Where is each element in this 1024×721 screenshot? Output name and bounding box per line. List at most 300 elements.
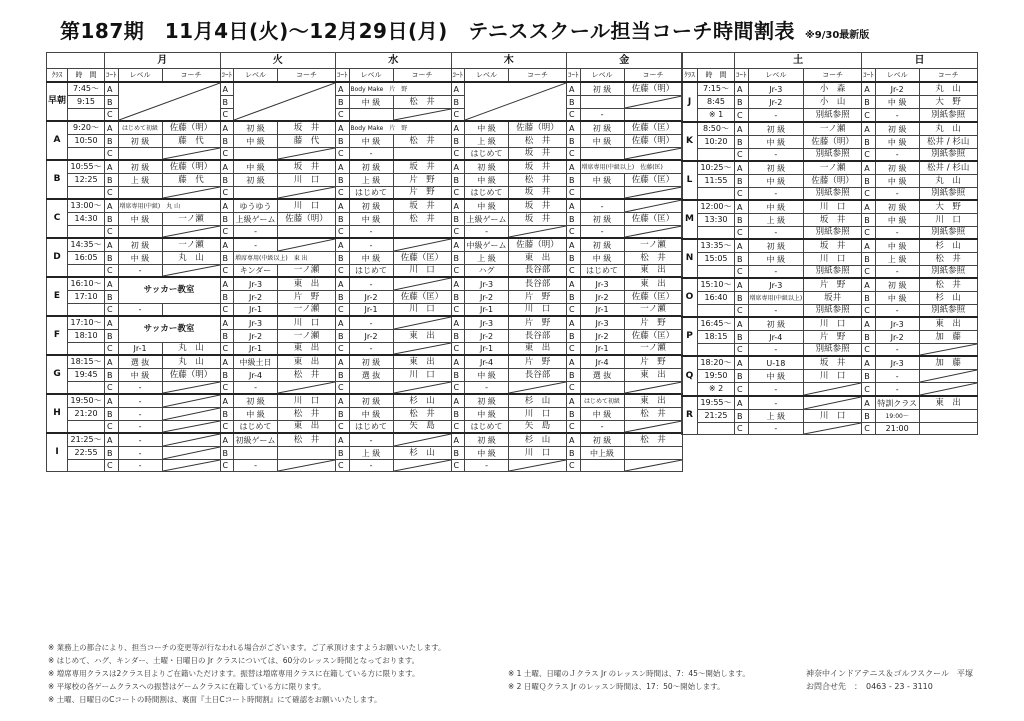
- level-cell: はじめて: [349, 187, 393, 200]
- level-cell: 中 級: [748, 136, 804, 149]
- coach-cell: [624, 226, 682, 239]
- coach-cell: 東 出: [278, 277, 336, 291]
- court-letter: B: [735, 331, 749, 344]
- level-cell: 選 抜: [118, 355, 162, 369]
- empty-slot: [118, 82, 220, 121]
- time-start: 7:45〜: [68, 82, 105, 96]
- class-label: A: [47, 121, 68, 160]
- coach-cell: 丸 山: [919, 175, 977, 188]
- court-letter: A: [336, 433, 350, 447]
- level-cell: [580, 148, 624, 161]
- coach-cell: [162, 408, 220, 421]
- court-letter: A: [220, 199, 234, 213]
- level-cell: -: [349, 460, 393, 472]
- level-cell: Jr-2: [875, 331, 919, 344]
- time-start: 19:50〜: [68, 394, 105, 408]
- day-header: 日: [862, 53, 978, 69]
- level-cell: Jr-3: [748, 278, 804, 292]
- level-cell: 中 級: [465, 369, 509, 382]
- time-end: 21:25: [698, 410, 735, 423]
- court-letter: B: [336, 369, 350, 382]
- coach-cell: 川 口: [509, 447, 567, 460]
- time-header: 時 間: [68, 69, 105, 83]
- court-letter: A: [336, 82, 350, 96]
- time-end: 15:05: [698, 253, 735, 266]
- court-letter: C: [735, 344, 749, 357]
- coach-cell: 松 井: [624, 408, 682, 421]
- coach-cell: 東 出: [919, 396, 977, 410]
- court-letter: B: [220, 135, 234, 148]
- level-cell: Jr-3: [580, 316, 624, 330]
- court-letter: A: [567, 316, 581, 330]
- court-header: ｺｰﾄ: [567, 69, 581, 83]
- coach-cell: 杉 山: [919, 292, 977, 305]
- court-letter: B: [451, 135, 465, 148]
- time-note: [698, 227, 735, 240]
- empty-slot-slash: [163, 187, 220, 198]
- court-letter: B: [105, 96, 119, 109]
- footnotes-weekend: [508, 667, 750, 693]
- time-end: 9:15: [68, 96, 105, 109]
- time-note: [698, 149, 735, 162]
- court-letter: B: [451, 213, 465, 226]
- court-letter: C: [220, 460, 234, 472]
- court-letter: B: [735, 214, 749, 227]
- court-letter: A: [220, 121, 234, 135]
- empty-slot-slash: [163, 226, 220, 237]
- empty-slot-slash: [920, 370, 977, 382]
- level-cell: -: [748, 188, 804, 201]
- time-note: [698, 188, 735, 201]
- level-cell: 中 級: [875, 136, 919, 149]
- coach-cell: 東 出: [624, 369, 682, 382]
- coach-cell: 丸 山: [162, 252, 220, 265]
- level-cell: 初 級: [465, 160, 509, 174]
- coach-cell: 長谷部: [509, 330, 567, 343]
- court-letter: C: [567, 109, 581, 122]
- time-end: 22:55: [68, 447, 105, 460]
- court-letter: B: [451, 96, 465, 109]
- court-letter: A: [336, 316, 350, 330]
- court-letter: C: [567, 148, 581, 161]
- coach-cell: 佐藤（明）: [509, 238, 567, 252]
- time-note: [698, 344, 735, 357]
- time-start: 9:20〜: [68, 121, 105, 135]
- coach-cell: [919, 423, 977, 435]
- court-letter: B: [451, 291, 465, 304]
- court-letter: A: [451, 355, 465, 369]
- time-note: [698, 423, 735, 435]
- level-cell: Jr-1: [349, 304, 393, 317]
- coach-cell: 松 井: [393, 408, 451, 421]
- level-cell: 上 級: [349, 174, 393, 187]
- level-header: レベル: [875, 69, 919, 83]
- coach-cell: 藤 代: [162, 135, 220, 148]
- time-blank: [68, 265, 105, 278]
- level-cell: Jr-3: [875, 317, 919, 331]
- court-letter: A: [336, 199, 350, 213]
- empty-slot-slash: [278, 187, 335, 198]
- coach-cell: 川 口: [278, 316, 336, 330]
- level-cell: 21:00: [875, 423, 919, 435]
- coach-cell: 松 井: [393, 213, 451, 226]
- coach-cell: 別紙参照: [804, 266, 862, 279]
- coach-cell: 一ノ瀬: [624, 238, 682, 252]
- empty-slot-slash: [163, 408, 220, 420]
- level-cell: -: [748, 383, 804, 397]
- court-letter: B: [220, 252, 234, 265]
- court-letter: B: [735, 96, 749, 109]
- court-letter: B: [567, 252, 581, 265]
- coach-cell: 片 野: [393, 187, 451, 200]
- coach-cell: [624, 447, 682, 460]
- coach-cell: 別紙参照: [919, 266, 977, 279]
- court-letter: B: [105, 213, 119, 226]
- coach-cell: [393, 238, 451, 252]
- coach-cell: 杉 山: [509, 433, 567, 447]
- level-cell: 中 級: [875, 239, 919, 253]
- coach-cell: [278, 148, 336, 161]
- coach-cell: 松 井: [278, 433, 336, 447]
- class-label: M: [682, 200, 698, 239]
- level-cell: -: [118, 394, 162, 408]
- time-start: 15:10〜: [698, 278, 735, 292]
- court-letter: B: [220, 330, 234, 343]
- court-letter: A: [451, 199, 465, 213]
- coach-cell: 川 口: [393, 265, 451, 278]
- court-letter: C: [105, 382, 119, 395]
- coach-cell: 東 出: [278, 343, 336, 356]
- level-cell: 初 級: [580, 213, 624, 226]
- level-cell: 初 級: [118, 160, 162, 174]
- time-start: 18:15〜: [68, 355, 105, 369]
- court-letter: A: [105, 160, 119, 174]
- level-cell: -: [465, 382, 509, 395]
- empty-slot-slash: [234, 83, 335, 120]
- level-cell: 増席専用(中級以上) 佐藤(匡): [580, 160, 682, 174]
- empty-slot-slash: [625, 148, 682, 159]
- court-letter: A: [451, 121, 465, 135]
- level-cell: 初 級: [118, 238, 162, 252]
- court-letter: C: [862, 383, 876, 397]
- coach-cell: [624, 187, 682, 200]
- court-letter: A: [220, 277, 234, 291]
- coach-cell: [162, 148, 220, 161]
- court-letter: A: [220, 433, 234, 447]
- level-cell: 中 級: [234, 160, 278, 174]
- level-cell: Jr-1: [234, 304, 278, 317]
- court-letter: C: [105, 109, 119, 122]
- court-letter: C: [735, 383, 749, 397]
- time-note: ※ 2: [698, 383, 735, 397]
- court-letter: A: [735, 161, 749, 175]
- class-label: I: [47, 433, 68, 472]
- time-blank: [68, 343, 105, 356]
- time-header: 時 間: [698, 69, 735, 83]
- level-cell: -: [580, 226, 624, 239]
- coach-cell: 別紙参照: [804, 149, 862, 162]
- court-letter: A: [567, 355, 581, 369]
- court-letter: B: [567, 174, 581, 187]
- time-start: 13:35〜: [698, 239, 735, 253]
- court-letter: C: [220, 421, 234, 434]
- level-cell: 増席専用(中級) 丸 山: [118, 199, 220, 213]
- level-cell: U-18: [748, 356, 804, 370]
- empty-slot-slash: [625, 96, 682, 108]
- level-cell: -: [875, 383, 919, 397]
- level-cell: 中 級: [875, 214, 919, 227]
- level-cell: 中 級: [118, 213, 162, 226]
- footnotes: [48, 641, 445, 706]
- coach-cell: 佐藤（匡）: [393, 291, 451, 304]
- empty-slot-slash: [119, 83, 220, 120]
- court-letter: B: [451, 252, 465, 265]
- time-start: 16:45〜: [698, 317, 735, 331]
- coach-cell: 坂 井: [509, 187, 567, 200]
- coach-cell: [162, 187, 220, 200]
- time-blank: [68, 109, 105, 122]
- level-cell: [118, 226, 162, 239]
- court-letter: A: [862, 396, 876, 410]
- coach-cell: 一ノ瀬: [162, 213, 220, 226]
- level-cell: -: [118, 433, 162, 447]
- level-cell: 中 級: [748, 200, 804, 214]
- court-letter: A: [105, 199, 119, 213]
- time-start: 21:25〜: [68, 433, 105, 447]
- court-letter: C: [862, 266, 876, 279]
- coach-cell: 一ノ瀬: [278, 265, 336, 278]
- level-cell: はじめて: [580, 265, 624, 278]
- court-letter: C: [735, 266, 749, 279]
- coach-cell: 川 口: [509, 408, 567, 421]
- empty-slot-slash: [394, 317, 451, 329]
- court-letter: A: [567, 238, 581, 252]
- court-header: ｺｰﾄ: [735, 69, 749, 83]
- level-cell: 初 級: [349, 355, 393, 369]
- coach-cell: [393, 460, 451, 472]
- level-cell: 中 級: [875, 292, 919, 305]
- court-letter: B: [220, 96, 234, 109]
- level-cell: 中 級: [118, 252, 162, 265]
- title-text: 第187期 11月4日(火)〜12月29日(月) テニススクール担当コーチ時間割表: [60, 19, 796, 43]
- coach-cell: 佐藤（明）: [624, 82, 682, 96]
- time-blank: [68, 148, 105, 161]
- court-letter: A: [735, 278, 749, 292]
- court-letter: A: [336, 160, 350, 174]
- court-letter: B: [336, 291, 350, 304]
- court-letter: A: [567, 277, 581, 291]
- coach-cell: [804, 383, 862, 397]
- coach-cell: 川 口: [804, 410, 862, 423]
- level-cell: [580, 187, 624, 200]
- coach-cell: 一ノ瀬: [278, 330, 336, 343]
- court-letter: C: [336, 265, 350, 278]
- level-cell: [118, 148, 162, 161]
- court-letter: A: [862, 356, 876, 370]
- coach-cell: 片 野: [509, 291, 567, 304]
- empty-slot-slash: [394, 109, 451, 120]
- coach-cell: [509, 460, 567, 472]
- level-cell: 中 級: [118, 369, 162, 382]
- empty-slot-slash: [625, 382, 682, 393]
- class-label: E: [47, 277, 68, 316]
- coach-cell: 一ノ瀬: [624, 304, 682, 317]
- coach-cell: 東 出: [393, 355, 451, 369]
- coach-cell: 川 口: [509, 304, 567, 317]
- level-cell: 初 級: [580, 433, 624, 447]
- empty-slot-slash: [625, 200, 682, 212]
- time-start: 7:15〜: [698, 82, 735, 96]
- coach-header: コーチ: [393, 69, 451, 83]
- court-letter: A: [862, 161, 876, 175]
- court-letter: A: [105, 394, 119, 408]
- level-cell: [234, 447, 278, 460]
- time-blank: [68, 226, 105, 239]
- coach-cell: 東 出: [624, 265, 682, 278]
- level-cell: -: [349, 433, 393, 447]
- level-cell: -: [465, 226, 509, 239]
- coach-cell: [393, 433, 451, 447]
- level-cell: Jr-3: [234, 277, 278, 291]
- court-letter: A: [220, 394, 234, 408]
- level-cell: 中 級: [349, 213, 393, 226]
- level-cell: -: [748, 109, 804, 123]
- level-cell: [349, 109, 393, 122]
- level-cell: Jr-3: [580, 277, 624, 291]
- coach-cell: 長谷部: [509, 265, 567, 278]
- court-header: ｺｰﾄ: [220, 69, 234, 83]
- coach-header: コーチ: [804, 69, 862, 83]
- coach-cell: 丸 山: [919, 122, 977, 136]
- coach-cell: 川 口: [804, 370, 862, 383]
- court-letter: C: [567, 187, 581, 200]
- court-letter: A: [105, 277, 119, 291]
- court-letter: B: [862, 331, 876, 344]
- court-letter: C: [862, 149, 876, 162]
- level-cell: 19:00〜: [875, 410, 919, 423]
- court-letter: A: [220, 316, 234, 330]
- time-blank: [68, 421, 105, 434]
- time-start: 13:00〜: [68, 199, 105, 213]
- level-cell: 上級ゲーム: [235, 214, 276, 224]
- court-letter: C: [862, 423, 876, 435]
- level-cell: -: [349, 148, 393, 161]
- coach-cell: 別紙参照: [919, 188, 977, 201]
- court-letter: B: [336, 213, 350, 226]
- court-letter: B: [567, 96, 581, 109]
- level-cell: 初 級: [875, 278, 919, 292]
- level-cell: -: [580, 199, 624, 213]
- empty-slot-slash: [163, 148, 220, 159]
- empty-slot-slash: [920, 383, 977, 395]
- coach-cell: 佐藤（明）: [162, 160, 220, 174]
- coach-cell: 川 口: [804, 317, 862, 331]
- coach-cell: [393, 226, 451, 239]
- level-cell: 上 級: [748, 410, 804, 423]
- court-letter: A: [735, 317, 749, 331]
- empty-slot-slash: [163, 265, 220, 276]
- coach-cell: 坂 井: [509, 148, 567, 161]
- level-cell: 初 級: [748, 161, 804, 175]
- level-cell: -: [748, 344, 804, 357]
- court-letter: A: [336, 238, 350, 252]
- court-letter: B: [336, 408, 350, 421]
- level-cell: -: [748, 305, 804, 318]
- level-cell: Jr-2: [234, 330, 278, 343]
- level-cell: -: [118, 265, 162, 278]
- class-label: K: [682, 122, 698, 161]
- court-letter: C: [567, 343, 581, 356]
- coach-cell: [393, 109, 451, 122]
- level-cell: ゆうゆう: [234, 199, 278, 213]
- coach-cell: [624, 421, 682, 434]
- court-letter: B: [735, 370, 749, 383]
- coach-cell: 丸 山: [162, 355, 220, 369]
- level-cell: Body Make 片 野: [349, 82, 451, 96]
- level-cell: Jr-2: [875, 82, 919, 96]
- coach-cell: 川 口: [393, 304, 451, 317]
- level-cell: [580, 382, 624, 395]
- coach-cell: 佐藤（明）: [804, 175, 862, 188]
- level-cell: はじめて: [465, 187, 509, 200]
- level-cell: 中上級: [580, 447, 624, 460]
- coach-cell: 片 野: [804, 331, 862, 344]
- court-letter: C: [567, 460, 581, 472]
- coach-cell: 東 出: [624, 277, 682, 291]
- court-letter: C: [220, 382, 234, 395]
- coach-cell: 片 野: [509, 355, 567, 369]
- empty-slot-slash: [394, 460, 451, 471]
- court-letter: B: [862, 292, 876, 305]
- coach-cell: 別紙参照: [919, 227, 977, 240]
- level-cell: Jr-4: [748, 331, 804, 344]
- court-letter: C: [451, 187, 465, 200]
- coach-cell: 松井 / 杉山: [919, 161, 977, 175]
- court-letter: C: [105, 148, 119, 161]
- empty-slot: [465, 82, 567, 121]
- court-letter: C: [567, 265, 581, 278]
- time-end: 10:50: [68, 135, 105, 148]
- time-end: 19:50: [698, 370, 735, 383]
- coach-cell: 別紙参照: [919, 149, 977, 162]
- court-letter: B: [735, 175, 749, 188]
- footnote: ※ 2 日曜Ｑクラス Jr のレッスン時間は、17：50〜開始します。: [508, 682, 725, 691]
- coach-cell: [919, 383, 977, 397]
- coach-cell: 川 口: [393, 369, 451, 382]
- header-blank: [682, 53, 735, 69]
- time-end: 13:30: [698, 214, 735, 227]
- level-cell: 初 級: [234, 174, 278, 187]
- court-letter: C: [105, 226, 119, 239]
- court-letter: B: [105, 135, 119, 148]
- time-end: 14:30: [68, 213, 105, 226]
- court-letter: B: [220, 291, 234, 304]
- coach-cell: 東 出: [919, 317, 977, 331]
- coach-cell: 佐藤（匡）: [393, 252, 451, 265]
- level-cell: 中 級: [465, 408, 509, 421]
- empty-slot-slash: [394, 434, 451, 446]
- coach-cell: 坂 井: [509, 160, 567, 174]
- level-cell: 上 級: [875, 253, 919, 266]
- time-start: 17:10〜: [68, 316, 105, 330]
- court-letter: B: [567, 408, 581, 421]
- level-cell: Jr-3: [234, 316, 278, 330]
- empty-slot-slash: [625, 460, 682, 471]
- court-letter: C: [336, 421, 350, 434]
- level-cell: 中 級: [465, 447, 509, 460]
- coach-cell: 坂 井: [509, 199, 567, 213]
- time-start: 18:20〜: [698, 356, 735, 370]
